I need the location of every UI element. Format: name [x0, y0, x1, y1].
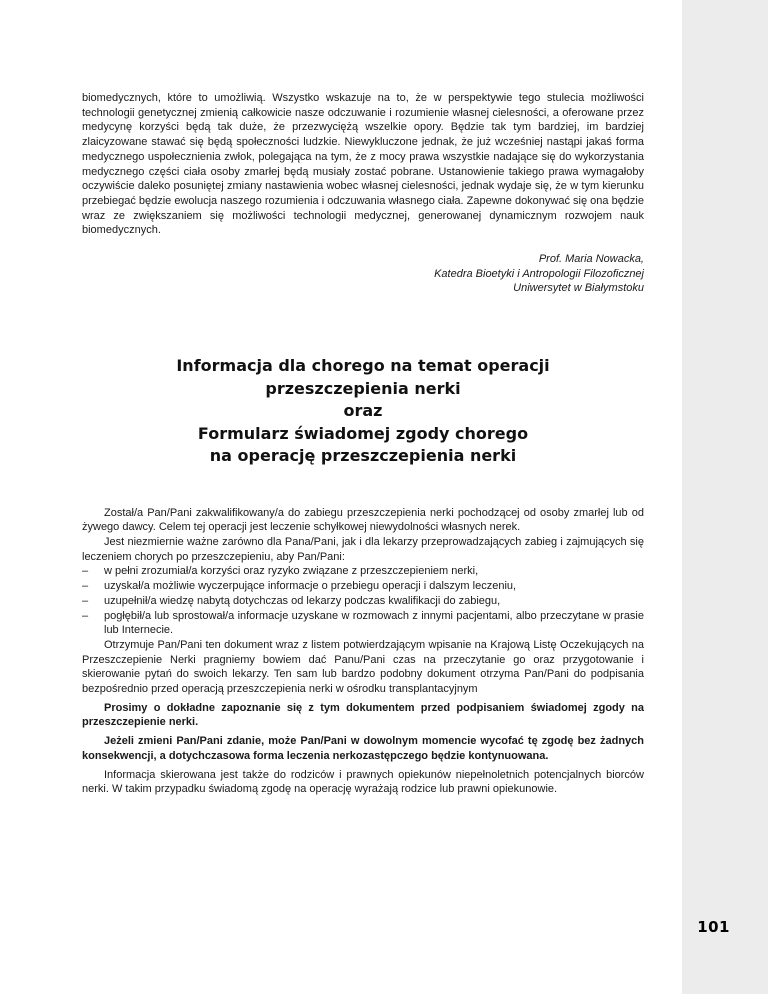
list-dash: – — [82, 609, 89, 622]
list-dash: – — [82, 565, 89, 578]
title-line-5: na operację przeszczepienia nerki — [209, 446, 517, 466]
signature-block — [82, 252, 644, 296]
list-item-text: uzyskał/a możliwie wyczerpujące informacje o przebiegu operacji i dalszym leczeniu, — [104, 580, 517, 593]
title-line-3: oraz — [343, 401, 383, 421]
signature-university: Uniwersytet w Białymstoku — [513, 282, 644, 295]
document-body — [82, 506, 644, 797]
body-paragraph-6: Informacja skierowana jest także do rodziców i prawnych opiekunów niepełnoletnich potencjalnych biorców nerki. W takim przypadku świadomą zgodę na operację wyrażają rodzice lub prawni opiekunowie. — [82, 768, 644, 796]
list-dash: – — [82, 594, 89, 607]
body-paragraph-4: Prosimy o dokładne zapoznanie się z tym dokumentem przed podpisaniem świadomej zgody na przeszczepienie nerki. — [82, 701, 644, 729]
requirements-list — [82, 564, 644, 638]
body-paragraph-2: Jest niezmiernie ważne zarówno dla Pana/Pani, jak i dla lekarzy przeprowadzających zabieg i zajmujących się leczeniem chorych po przeszczepieniu, aby Pan/Pani: — [82, 536, 644, 563]
intro-section — [82, 91, 644, 238]
document-title — [82, 355, 644, 468]
list-dash: – — [82, 580, 89, 593]
signature-name: Prof. Maria Nowacka, — [538, 253, 644, 266]
list-item-text: pogłębił/a lub sprostował/a informacje uzyskane w rozmowach z innymi pacjentami, albo przeczytane w prasie lub Internecie. — [104, 609, 644, 637]
body-paragraph-5: Jeżeli zmieni Pan/Pani zdanie, może Pan/Pani w dowolnym momencie wycofać tę zgodę bez żadnych konsekwencji, a dotychczasowa forma leczenia nerkozastępczego będzie kontynuowana. — [82, 735, 644, 762]
body-paragraph-3: Otrzymuje Pan/Pani ten dokument wraz z listem potwierdzającym wpisanie na Krajową Listę Oczekujących na Przeszczepienie Nerki pragniemy bowiem dać Panu/Pani czas na przeczytanie go oraz przygotowanie i skierowanie pytań do swoich lekarzy. Ten sam lub bardzo podobny dokument otrzyma Pan/Pani do podpisania bezpośrednio przed operacją przeszczepienia nerki w ośrodku transplantacyjnym — [82, 638, 644, 696]
page-content — [82, 91, 644, 797]
list-item — [82, 609, 644, 638]
body-paragraph-1: Został/a Pan/Pani zakwalifikowany/a do zabiegu przeszczepienia nerki pochodzącej od osoby zmarłej lub od żywego dawcy. Celem tej operacji jest leczenie schyłkowej niewydolności własnych nerek. — [82, 506, 644, 534]
title-line-2: przeszczepienia nerki — [265, 378, 461, 398]
list-item-text: uzupełnił/a wiedzę nabytą dotychczas od lekarzy podczas kwalifikacji do zabiegu, — [104, 594, 501, 607]
title-line-1: Informacja dla chorego na temat operacji — [176, 356, 550, 376]
page-number: 101 — [697, 918, 730, 936]
signature-department: Katedra Bioetyki i Antropologii Filozoficznej — [434, 267, 644, 280]
list-item-text: w pełni zrozumiał/a korzyści oraz ryzyko związane z przeszczepieniem nerki, — [104, 565, 479, 578]
list-item — [82, 564, 644, 579]
list-item — [82, 594, 644, 609]
title-line-4: Formularz świadomej zgody chorego — [197, 423, 529, 443]
page-sidebar — [682, 0, 768, 994]
intro-paragraph: biomedycznych, które to umożliwią. Wszystko wskazuje na to, że w perspektywie tego stulecia możliwości technologii genetycznej zmienią całkowicie nasze odczuwanie i rozumienie własnej cielesności, a oferowane przez medycynę korzyści będą tak duże, że przezwyciężą wszelkie opory. Będzie tak tym bardziej, im bardziej zlaicyzowane stawać się będą społeczności ludzkie. Niewykluczone jednak, że już wcześniej nastąpi jakaś forma medycznego uspołecznienia zwłok, polegająca na tym, że z mocy prawa wszystkie nadające się do wykorzystania medycznego części ciała osoby zmarłej będą musiały zostać pobrane. Ustanowienie takiego prawa wymagałoby oczywiście daleko posuniętej zmiany nastawienia wobec własnej cielesności, jednak wydaje się, że w tym kierunku przebiegać będzie ewolucja naszego rozumienia i odczuwania własnego ciała. Zapewne dokonywać się ona będzie wraz ze zwiększaniem się możliwości technologii medycznej, generowanej dynamicznym rozwojem nauk biomedycznych. — [82, 92, 644, 237]
list-item — [82, 579, 644, 594]
